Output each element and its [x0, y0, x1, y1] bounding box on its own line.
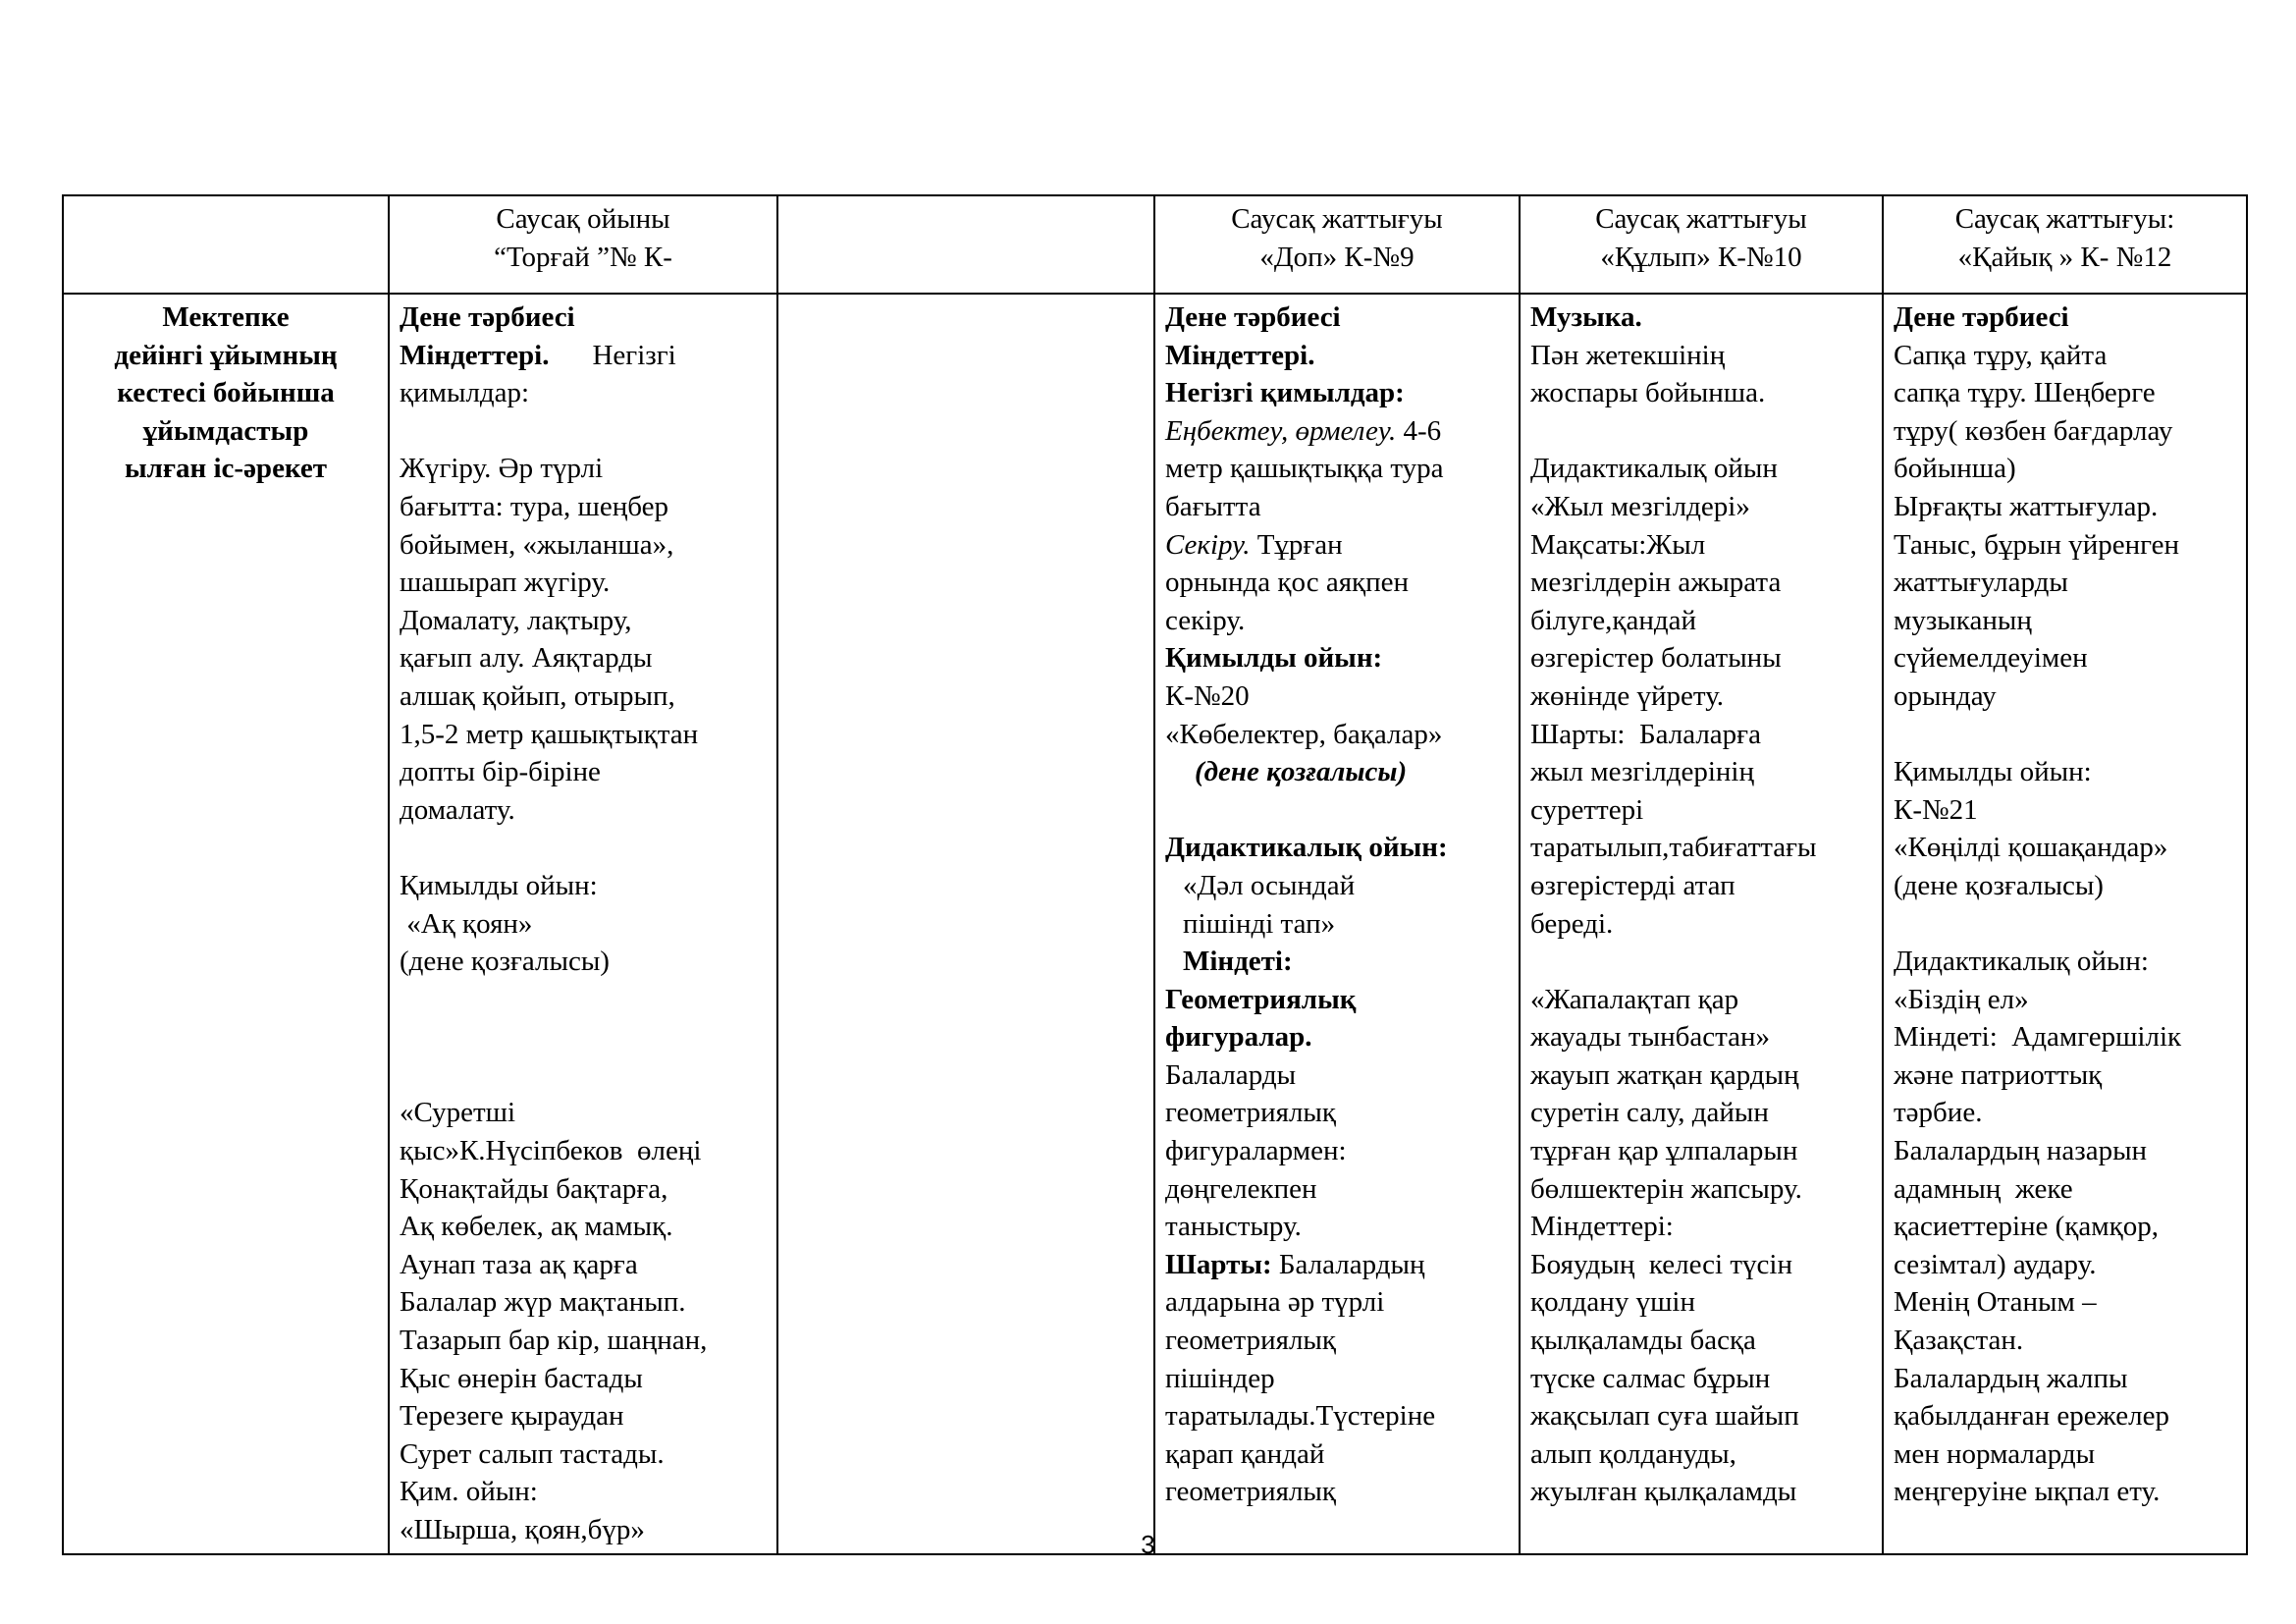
cell-line: «Ақ қоян»: [400, 907, 533, 940]
cell-line: жуылған қылқаламды: [1530, 1476, 1797, 1508]
cell-line: Дидактикалық ойын:: [1165, 832, 1448, 864]
cell-text: Шарты:: [1165, 1248, 1272, 1280]
cell-line: өзгерістерді атап: [1530, 869, 1735, 901]
header-cell-exercise-10: [1520, 195, 1883, 294]
row-label-line: ұйымдастыр: [142, 414, 309, 447]
cell-line: (дене қозғалысы): [1195, 756, 1408, 788]
cell-text: 4-6: [1396, 414, 1442, 447]
cell-line: сапқа тұру. Шеңберге: [1894, 377, 2156, 409]
cell-line: К-№21: [1894, 793, 1978, 826]
header-cell-exercise-9: [1154, 195, 1520, 294]
cell-line: Домалату, лақтыру,: [400, 604, 632, 636]
cell-text: Тұрған: [1250, 528, 1343, 561]
cell-line: жөнінде үйрету.: [1530, 679, 1725, 712]
header-line: «Құлып» К-№10: [1600, 241, 1802, 273]
cell-line: бағытта: [1165, 490, 1261, 522]
cell-line: [1530, 412, 1872, 451]
cell-line: [1165, 526, 1509, 565]
cell-line: пішіндер: [1165, 1362, 1275, 1394]
header-line: Саусақ жаттығуы:: [1954, 203, 2175, 235]
header-line: Саусақ ойыны: [496, 203, 670, 235]
cell-line: фигуралармен:: [1165, 1135, 1347, 1167]
cell-line: қылқаламды басқа: [1530, 1325, 1756, 1357]
cell-line: бөлшектерін жапсыру.: [1530, 1172, 1802, 1205]
cell-line: өзгерістер болатыны: [1530, 642, 1782, 675]
header-cell-finger-game: [389, 195, 777, 294]
cell-line: Ақ көбелек, ақ мамық.: [400, 1211, 673, 1243]
cell-line: Пән жетекшінің: [1530, 339, 1726, 371]
cell-line: [400, 829, 767, 867]
cell-line: [1165, 791, 1509, 830]
page-number: 3: [1141, 1530, 1155, 1559]
cell-line: К-№20: [1165, 679, 1250, 712]
cell-line: Терезеге қыраудан: [400, 1400, 624, 1433]
cell-line: мен нормаларды: [1894, 1437, 2096, 1470]
cell-line: Таныс, бұрын үйренген: [1894, 528, 2180, 561]
cell-line: Жүгіру. Әр түрлі: [400, 453, 604, 485]
cell-line: Балаларды: [1165, 1058, 1297, 1091]
cell-line: қабылданған ережелер: [1894, 1400, 2169, 1433]
cell-line: музыканың: [1894, 604, 2032, 636]
cell-col3-physical-education: [1154, 294, 1520, 1554]
cell-line: мезгілдерін ажырата: [1530, 567, 1782, 599]
cell-line: орнында қос аяқпен: [1165, 567, 1410, 599]
cell-line: түске салмас бұрын: [1530, 1362, 1771, 1394]
cell-text: Секіру.: [1165, 528, 1251, 561]
cell-line: Сурет салып тастады.: [400, 1437, 665, 1470]
row-label-line: Мектепке: [162, 301, 290, 333]
cell-line: Музыка.: [1530, 301, 1642, 333]
cell-line: «Біздің ел»: [1894, 983, 2029, 1015]
cell-line: Мақсаты:Жыл: [1530, 528, 1706, 561]
cell-line: Балалар жүр мақтанып.: [400, 1286, 686, 1319]
cell-line: қолдану үшін: [1530, 1286, 1695, 1319]
cell-line: Тазарып бар кір, шаңнан,: [400, 1325, 708, 1357]
cell-line: меңгеруіне ықпал ету.: [1894, 1476, 2161, 1508]
cell-text: Еңбектеу, өрмелеу.: [1165, 414, 1397, 447]
cell-line: Менің Отаным –: [1894, 1286, 2097, 1319]
header-line: «Қайық » К- №12: [1957, 241, 2172, 273]
cell-line: Ырғақты жаттығулар.: [1894, 490, 2159, 522]
cell-line: қасиеттеріне (қамқор,: [1894, 1211, 2159, 1243]
cell-line: қыс»К.Нүсіпбеков өлеңі: [400, 1135, 702, 1167]
schedule-table: [62, 194, 2248, 1555]
cell-line: бойымен, «жыланша»,: [400, 528, 674, 561]
cell-line: Дидактикалық ойын: [1530, 453, 1778, 485]
cell-line: Міндеті:: [1183, 946, 1293, 978]
cell-line: [400, 337, 767, 375]
cell-line: допты бір-біріне: [400, 756, 601, 788]
cell-line: тәрбие.: [1894, 1097, 1983, 1129]
cell-line: метр қашықтыққа тура: [1165, 453, 1444, 485]
cell-line: Қим. ойын:: [400, 1476, 538, 1508]
cell-text: Міндеттері.: [400, 339, 550, 371]
cell-line: жауып жатқан қардың: [1530, 1058, 1799, 1091]
cell-line: домалату.: [400, 793, 515, 826]
cell-line: Міндеті: Адамгершілік: [1894, 1021, 2182, 1054]
cell-line: таратылып,табиғаттағы: [1530, 832, 1817, 864]
cell-line: [400, 412, 767, 451]
cell-line: «Шырша, қоян,бүр»: [400, 1514, 645, 1545]
cell-line: геометриялық: [1165, 1097, 1336, 1129]
cell-line: алшақ қойып, отырып,: [400, 679, 675, 712]
cell-line: Шарты: Балаларға: [1530, 718, 1761, 750]
cell-line: Қимылды ойын:: [1165, 642, 1383, 675]
cell-line: Қимылды ойын:: [1894, 756, 2092, 788]
cell-line: [1165, 1246, 1509, 1284]
header-line: Саусақ жаттығуы: [1231, 203, 1443, 235]
cell-col4-music: [1520, 294, 1883, 1554]
cell-text: Балалардың: [1271, 1248, 1425, 1280]
cell-line: қимылдар:: [400, 377, 530, 409]
cell-line: және патриоттық: [1894, 1058, 2103, 1091]
cell-line: алып қолдануды,: [1530, 1437, 1736, 1470]
cell-line: [1165, 412, 1509, 451]
cell-line: [400, 981, 767, 1019]
cell-line: Дене тәрбиесі: [1165, 301, 1341, 333]
cell-line: қарап қандай: [1165, 1437, 1325, 1470]
cell-line: [1530, 943, 1872, 981]
cell-line: Дидактикалық ойын:: [1894, 946, 2149, 978]
header-line: “Торғай ”№ К-: [494, 241, 672, 273]
cell-line: дөңгелекпен: [1165, 1172, 1317, 1205]
cell-line: шашырап жүгіру.: [400, 567, 611, 599]
cell-line: Аунап таза ақ қарға: [400, 1248, 638, 1280]
cell-line: Сапқа тұру, қайта: [1894, 339, 2108, 371]
cell-line: білуге,қандай: [1530, 604, 1697, 636]
table-header-row: [63, 195, 2247, 294]
cell-line: [400, 1056, 767, 1095]
cell-line: фигуралар.: [1165, 1021, 1312, 1054]
cell-line: Дене тәрбиесі: [1894, 301, 2069, 333]
cell-line: Балалардың жалпы: [1894, 1362, 2128, 1394]
row-label-cell: [63, 294, 389, 1554]
cell-line: (дене қозғалысы): [400, 946, 610, 978]
header-cell-empty: [63, 195, 389, 294]
cell-line: суретін салу, дайын: [1530, 1097, 1769, 1129]
cell-line: сүйемелдеуімен: [1894, 642, 2088, 675]
cell-line: жаттығуларды: [1894, 567, 2068, 599]
cell-line: «Көңілді қошақандар»: [1894, 832, 2168, 864]
table-body-row: [63, 294, 2247, 1554]
cell-line: Қазақстан.: [1894, 1325, 2024, 1357]
cell-line: жақсылап суға шайып: [1530, 1400, 1799, 1433]
header-cell-blank: [777, 195, 1154, 294]
cell-line: адамның жеке: [1894, 1172, 2073, 1205]
cell-line: 1,5-2 метр қашықтықтан: [400, 718, 699, 750]
cell-line: «Жыл мезгілдері»: [1530, 490, 1750, 522]
cell-line: орындау: [1894, 679, 1997, 712]
cell-line: жыл мезгілдерінің: [1530, 756, 1754, 788]
cell-line: таратылады.Түстеріне: [1165, 1400, 1436, 1433]
cell-line: секіру.: [1165, 604, 1246, 636]
cell-line: жоспары бойынша.: [1530, 377, 1766, 409]
cell-line: (дене қозғалысы): [1894, 869, 2104, 901]
cell-line: пішінді тап»: [1183, 907, 1336, 940]
cell-line: тұру( көзбен бағдарлау: [1894, 414, 2173, 447]
cell-line: бағытта: тура, шеңбер: [400, 490, 669, 522]
cell-line: Геометриялық: [1165, 983, 1357, 1015]
cell-line: «Жапалақтап қар: [1530, 983, 1739, 1015]
cell-line: суреттері: [1530, 793, 1644, 826]
row-label-line: ылған іс-әрекет: [124, 453, 328, 485]
cell-line: «Суретші: [400, 1097, 516, 1129]
cell-line: қағып алу. Аяқтарды: [400, 642, 653, 675]
cell-col5-physical-education: [1883, 294, 2247, 1554]
row-label-line: дейінгі ұйымның: [114, 339, 338, 371]
header-line: «Доп» К-№9: [1259, 241, 1415, 273]
cell-line: «Көбелектер, бақалар»: [1165, 718, 1443, 750]
row-label-line: кестесі бойынша: [117, 377, 335, 409]
cell-line: геометриялық: [1165, 1325, 1336, 1357]
cell-line: [400, 1018, 767, 1056]
cell-line: Балалардың назарын: [1894, 1135, 2148, 1167]
cell-line: таныстыру.: [1165, 1211, 1302, 1243]
header-cell-exercise-12: [1883, 195, 2247, 294]
cell-line: Қимылды ойын:: [400, 869, 598, 901]
cell-line: алдарына әр түрлі: [1165, 1286, 1385, 1319]
cell-text: Негізгі: [592, 339, 676, 371]
cell-line: сезімтал) аудару.: [1894, 1248, 2097, 1280]
cell-line: Міндеттері:: [1530, 1211, 1674, 1243]
cell-line: жауады тынбастан»: [1530, 1021, 1771, 1054]
cell-line: бойынша): [1894, 453, 2016, 485]
cell-line: геометриялық: [1165, 1476, 1336, 1508]
cell-line: Дене тәрбиесі: [400, 301, 575, 333]
cell-line: Негізгі қимылдар:: [1165, 377, 1405, 409]
cell-line: «Дәл осындай: [1183, 869, 1356, 901]
cell-line: Қонақтайды бақтарға,: [400, 1172, 668, 1205]
header-line: Саусақ жаттығуы: [1595, 203, 1807, 235]
cell-line: [1894, 716, 2236, 754]
cell-col1-physical-education: [389, 294, 777, 1554]
cell-col2-blank: [777, 294, 1154, 1554]
cell-line: тұрған қар ұлпаларын: [1530, 1135, 1798, 1167]
cell-line: Бояудың келесі түсін: [1530, 1248, 1792, 1280]
cell-line: береді.: [1530, 907, 1614, 940]
cell-line: [1894, 905, 2236, 944]
cell-line: Қыс өнерін бастады: [400, 1362, 643, 1394]
cell-line: Міндеттері.: [1165, 339, 1315, 371]
